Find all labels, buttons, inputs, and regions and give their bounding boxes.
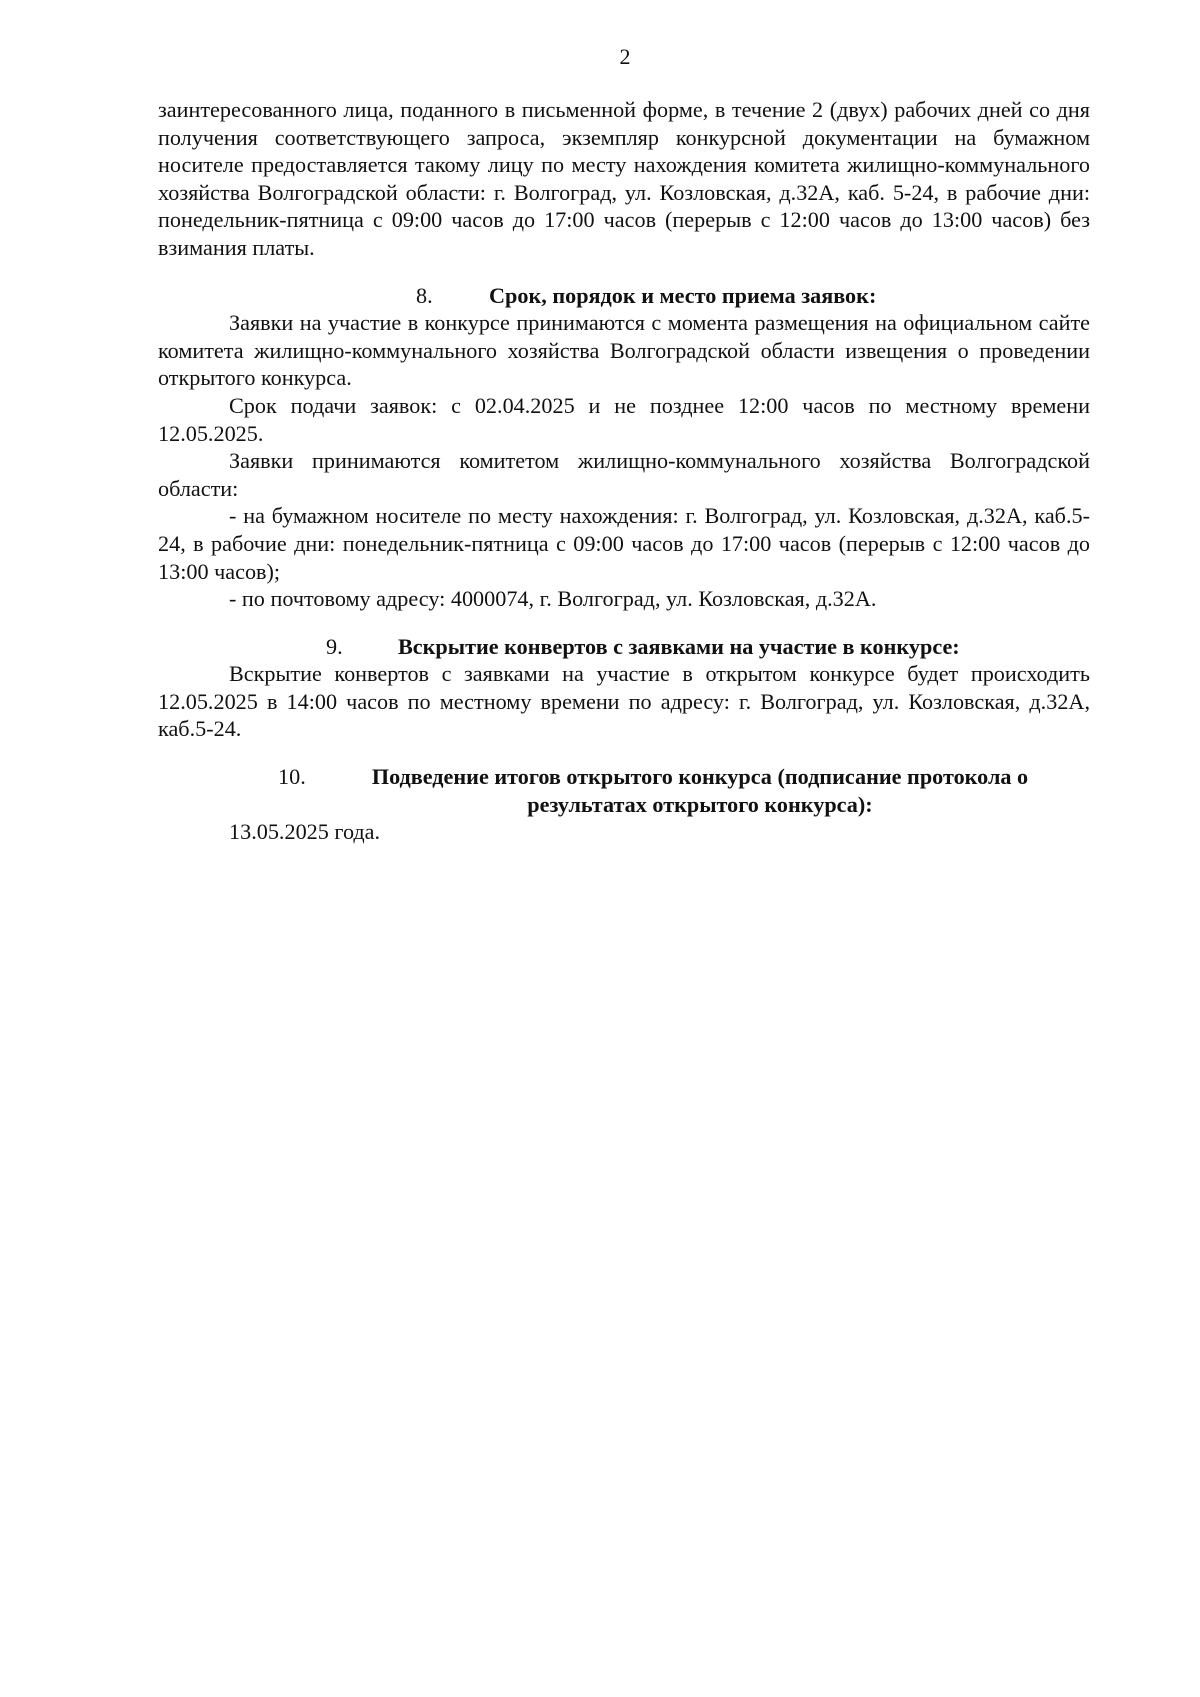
section-8-paragraph-1: Заявки на участие в конкурсе принимаются с момента размещения на официальном сайте комитета жилищно-коммунального хозяйства Волгоградской области извещения о проведении открытого конкурса. bbox=[158, 310, 1090, 391]
section-8-paragraph-3: Заявки принимаются комитетом жилищно-коммунального хозяйства Волгоградской области: bbox=[158, 448, 1090, 501]
section-9-title: Вскрытие конвертов с заявками на участие в конкурсе: bbox=[398, 633, 960, 659]
section-8-paragraph-2: Срок подачи заявок: с 02.04.2025 и не позднее 12:00 часов по местному времени 12.05.2025. bbox=[158, 392, 1090, 446]
document-body bbox=[158, 96, 1090, 846]
section-8-paragraph-4: - на бумажном носителе по месту нахождения: г. Волгоград, ул. Козловская, д.32А, каб.5-24, в рабочие дни: понедельник-пятница с 09:00 часов до 17:00 часов (перерыв с 12:00 часов до 13:00 часов); bbox=[158, 503, 1090, 584]
section-8-number: 8. bbox=[416, 282, 433, 308]
section-10-heading bbox=[158, 763, 1090, 818]
section-10-number: 10. bbox=[278, 764, 306, 790]
section-8-heading bbox=[158, 282, 1090, 310]
section-8-title: Срок, порядок и место приема заявок: bbox=[489, 282, 877, 308]
section-9-paragraph-1: Вскрытие конвертов с заявками на участие в открытом конкурсе будет происходить 12.05.2025 в 14:00 часов по местному времени по адресу: г. Волгоград, ул. Козловская, д.32А, каб.5-24. bbox=[158, 661, 1090, 742]
intro-paragraph: заинтересованного лица, поданного в письменной форме, в течение 2 (двух) рабочих дней со дня получения соответствующего запроса, экземпляр конкурсной документации на бумажном носителе предоставляется такому лицу по месту нахождения комитета жилищно-коммунального хозяйства Волгоградской области: г. Волгоград, ул. Козловская, д.32А, каб. 5-24, в рабочие дни: понедельник-пятница с 09:00 часов до 17:00 часов (перерыв с 12:00 часов до 13:00 часов) без взимания платы. bbox=[158, 97, 1090, 260]
section-10-title: Подведение итогов открытого конкурса (подписание протокола о результатах открытого конкурса): bbox=[371, 764, 1029, 817]
page-number: 2 bbox=[619, 44, 631, 69]
section-9-heading bbox=[158, 633, 1090, 661]
section-8-paragraph-5: - по почтовому адресу: 4000074, г. Волгоград, ул. Козловская, д.32А. bbox=[229, 586, 877, 612]
section-10-paragraph-1: 13.05.2025 года. bbox=[229, 819, 381, 845]
section-9-number: 9. bbox=[326, 633, 343, 659]
